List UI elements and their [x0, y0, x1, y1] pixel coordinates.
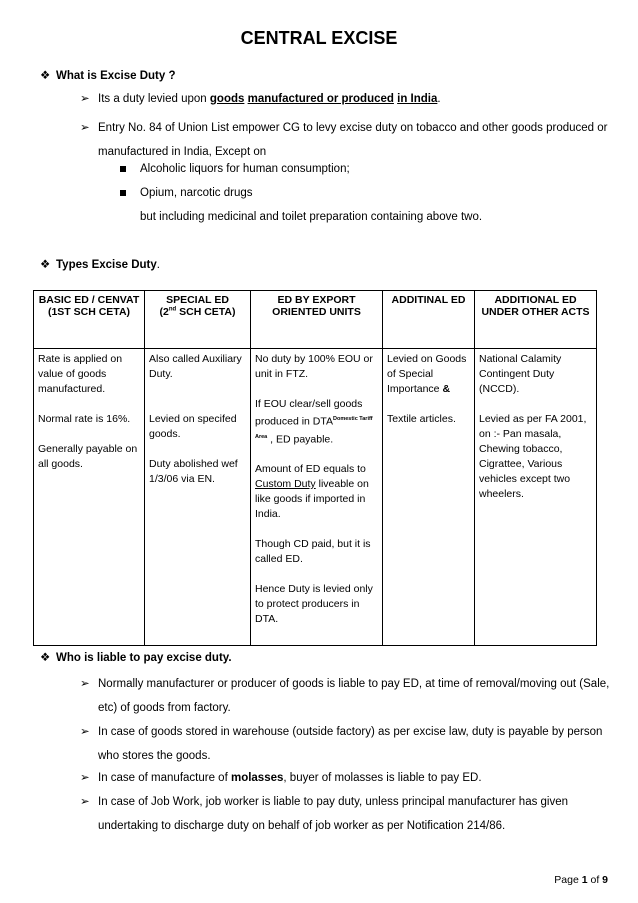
arrow-bullet-icon: ➢: [80, 122, 90, 134]
arrow-bullet-icon: ➢: [80, 678, 90, 690]
bullet-text: In case of goods stored in warehouse (outside factory) as per excise law, duty is payable by person who stores the goods.: [98, 726, 603, 762]
section-heading-liable: [40, 650, 232, 664]
page-number: [554, 874, 608, 886]
heading-text: Types Excise Duty: [56, 259, 157, 271]
cell-text: Though CD paid, but it is called ED.: [255, 538, 371, 565]
sub-bullet-text: Alcoholic liquors for human consumption;: [140, 163, 350, 175]
arrow-bullet-icon: ➢: [80, 772, 90, 784]
bullet-molasses: [80, 766, 610, 790]
section-heading-excise-duty: [40, 68, 176, 82]
cell-text: National Calamity Contingent Duty (NCCD).: [479, 353, 562, 395]
cell-basic-ed: [34, 349, 145, 646]
arrow-bullet-icon: ➢: [80, 796, 90, 808]
header-text: SPECIAL ED: [166, 294, 229, 306]
cell-text: Duty abolished wef 1/3/06 via EN.: [149, 458, 238, 485]
cell-text: [255, 462, 378, 522]
text: Its a duty levied upon: [98, 93, 210, 105]
term-custom-duty: Custom Duty: [255, 478, 316, 490]
square-bullet-icon: [120, 190, 126, 196]
bullet-text: In case of Job Work, job worker is liable to pay duty, unless principal manufacturer has given undertaking to discharge duty on behalf of job worker as per Notification 214/86.: [98, 796, 569, 832]
term-goods: goods: [209, 93, 245, 105]
header-sup: nd: [168, 306, 177, 313]
header-other-acts: ADDITIONAL ED UNDER OTHER ACTS: [475, 291, 597, 349]
arrow-bullet-icon: ➢: [80, 726, 90, 738]
page-label: Page: [554, 874, 582, 886]
text: liveable on like goods if imported in India.: [255, 478, 369, 520]
table-header-row: [34, 291, 597, 349]
cell-export-units: [251, 349, 383, 646]
sup-text: Domestic Tariff Area: [255, 416, 373, 440]
cell-text: Textile articles.: [387, 413, 456, 425]
cell-text: Hence Duty is levied only to protect producers in DTA.: [255, 583, 373, 625]
bullet-duty-levied: [80, 89, 610, 110]
text: , ED payable.: [267, 433, 334, 445]
header-text: SCH CETA): [176, 306, 236, 318]
cell-text: No duty by 100% EOU or unit in FTZ.: [255, 353, 373, 380]
cell-other-acts: [475, 349, 597, 646]
page-title: CENTRAL EXCISE: [240, 28, 398, 48]
header-special-ed: [145, 291, 251, 349]
term-molasses: molasses: [230, 772, 284, 784]
table-row: [34, 349, 597, 646]
text: , buyer of molasses is liable to pay ED.: [283, 772, 482, 784]
cell-text: Levied as per FA 2001, on :- Pan masala, Chewing tobacco, Cigrattee, Various vehicles except two wheelers.: [479, 413, 587, 500]
cell-additinal-ed: [383, 349, 475, 646]
cell-special-ed: [145, 349, 251, 646]
section-heading-types: [40, 257, 160, 271]
cell-text: Normal rate is 16%.: [38, 413, 131, 425]
text: If EOU clear/sell goods produced in DTA: [255, 398, 363, 428]
header-export-units: ED BY EXPORT ORIENTED UNITS: [251, 291, 383, 349]
bullet-text: Normally manufacturer or producer of goods is liable to pay ED, at time of removal/moving out (Sale, etc) of goods from factory.: [98, 678, 610, 714]
sub-bullet-opium: [120, 187, 253, 199]
text: In case of manufacture of: [98, 772, 231, 784]
bullet-warehouse: [80, 720, 610, 768]
page-current: 1: [581, 874, 588, 886]
sub-bullet-alcohol: [120, 163, 350, 175]
ampersand: &: [442, 383, 451, 395]
cell-text: [255, 397, 378, 447]
heading-text: Who is liable to pay excise duty.: [56, 652, 232, 664]
cell-text: Rate is applied on value of goods manufactured.: [38, 353, 123, 395]
diamond-bullet-icon: ❖: [40, 652, 51, 664]
sub-bullet-text: Opium, narcotic drugs: [140, 187, 253, 199]
square-bullet-icon: [120, 166, 126, 172]
cell-text: Also called Auxiliary Duty.: [149, 353, 242, 380]
heading-period: .: [156, 259, 160, 271]
header-additinal-ed: ADDITINAL ED: [383, 291, 475, 349]
text: Levied on Goods of Special Importance: [387, 353, 467, 395]
bullet-text: [80, 89, 610, 110]
diamond-bullet-icon: ❖: [40, 70, 51, 82]
header-basic-ed: BASIC ED / CENVAT (1ST SCH CETA): [34, 291, 145, 349]
arrow-bullet-icon: ➢: [80, 93, 90, 105]
header-text: (2: [159, 306, 169, 318]
cell-text: Generally payable on all goods.: [38, 443, 138, 470]
bullet-job-work: [80, 790, 610, 838]
bullet-manufacturer: [80, 672, 610, 720]
cell-text: Levied on specifed goods.: [149, 413, 237, 440]
bullet-text: Entry No. 84 of Union List empower CG to levy excise duty on tobacco and other goods produced or manufactured in India, Except on: [98, 122, 608, 158]
bullet-entry-84: [80, 116, 610, 164]
term-manufactured: manufactured or produced: [247, 93, 394, 105]
diamond-bullet-icon: ❖: [40, 259, 51, 271]
excise-duty-types-table: [33, 290, 597, 646]
bullet-text: [80, 766, 610, 790]
cell-text: [387, 352, 470, 397]
page-of: of: [587, 874, 603, 886]
page-total: 9: [602, 874, 608, 886]
text: Amount of ED equals to: [255, 463, 366, 475]
term-india: in India: [397, 93, 438, 105]
heading-text: What is Excise Duty ?: [56, 70, 176, 82]
text: .: [437, 93, 441, 105]
exception-note: but including medicinal and toilet preparation containing above two.: [140, 211, 483, 223]
